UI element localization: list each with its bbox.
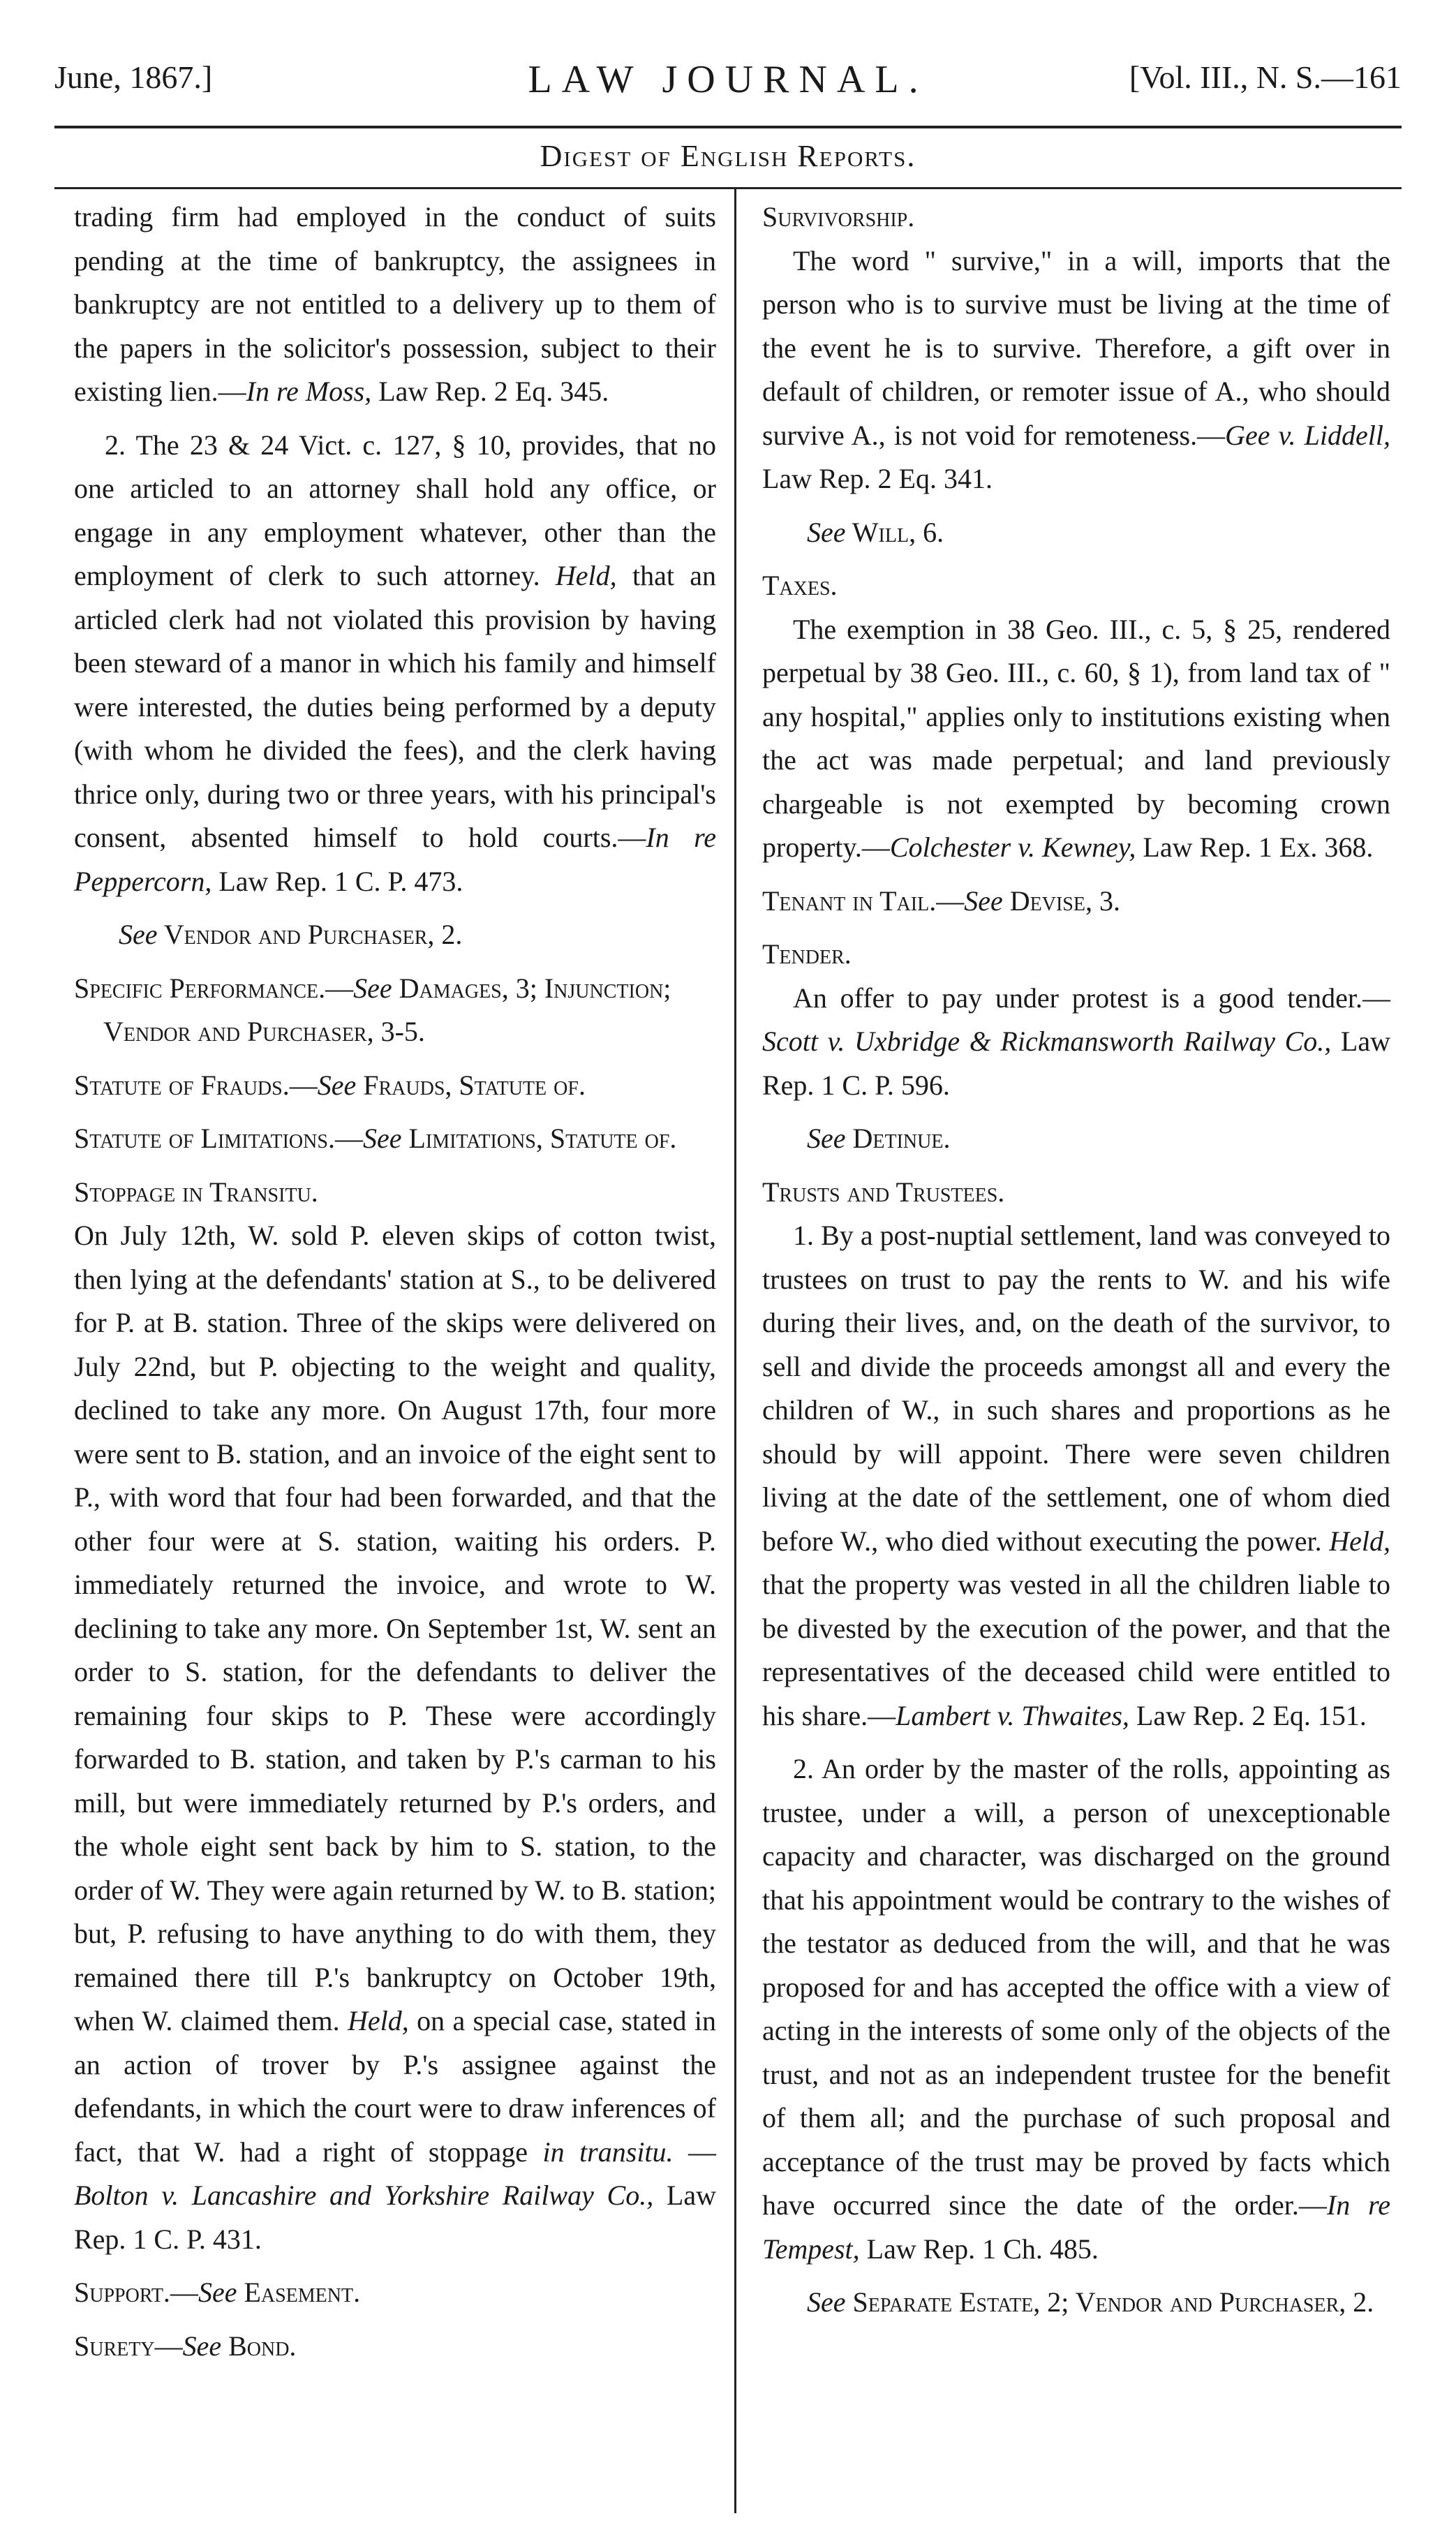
case-name: In re Tempest, <box>762 2189 1390 2265</box>
entry-trusts-1 <box>762 1214 1390 1738</box>
case-name: Scott v. Uxbridge & Rickmansworth Railway Co., <box>762 1026 1332 1057</box>
citation: Law Rep. 1 Ch. 485. <box>859 2233 1099 2265</box>
heading-specific-performance <box>74 967 716 1054</box>
citation: Law Rep. 1 C. P. 596. <box>762 1026 1391 1101</box>
cross-reference <box>74 913 716 957</box>
entry-text: on a special case, stated in an action of trover by P.'s assignee against the defendants, in which the court were to draw inferences of fact, that W. had a right of stoppage <box>74 2005 716 2168</box>
entry-tender <box>762 977 1390 1108</box>
reference-text: Easement. <box>237 2277 361 2308</box>
entry-text: 2. An order by the master of the rolls, appointing as trustee, under a will, a person of unexceptionable capacity and character, was discharged on the ground that his appointment would be contrary to the wishes of the testator as deduced from the will, and that he was proposed for and has accepted the office with a view of acting in the interests of some only of the objects of the trust, and not as an independent trustee for the benefit of them all; and the purchase of such proposal and acceptance of the trust may be proved by facts which have occurred since the date of the order.— <box>762 1753 1390 2221</box>
running-header <box>54 59 1402 114</box>
entry-text: On July 12th, W. sold P. eleven skips of cotton twist, then lying at the defendants' station at S., to be delivered for P. at B. station. Three of the skips were delivered on July 22nd, but P. objecting to the weight and quality, declined to take any more. On August 17th, four more were sent to B. station, and an invoice of the eight sent to P., with word that four had been forwarded, and that the other four were at S. station, waiting his orders. P. immediately returned the invoice, and wrote to W. declining to take any more. On September 1st, W. sent an order to S. station, for the defendants to deliver the remaining four skips to P. These were accordingly forwarded to B. station, and taken by P.'s carman to his mill, but were immediately returned by P.'s orders, and the whole eight sent back by him to S. station, to the order of W. They were again returned by W. to B. station; but, P. refusing to have anything to do with them, they remained there till P.'s bankruptcy on October 19th, when W. claimed them. <box>74 1220 716 2036</box>
see-label: See <box>807 1123 846 1154</box>
see-label: See <box>362 1123 402 1154</box>
see-label: See <box>807 516 846 548</box>
heading-tender: Tender. <box>762 938 852 970</box>
entry-taxes <box>762 608 1390 870</box>
header-volume-page: [Vol. III., N. S.—161 <box>1129 59 1402 95</box>
latin-term: in transitu. <box>542 2136 674 2168</box>
heading-statute-of-limitations <box>74 1117 716 1161</box>
reference-text: Limitations, Statute of. <box>401 1123 677 1154</box>
heading-trusts-and-trustees: Trusts and Trustees. <box>762 1176 1005 1208</box>
reference-text: Detinue. <box>845 1123 951 1154</box>
entry-text: trading firm had employed in the conduct of suits pending at the time of bankruptcy, the assignees in bankruptcy are not entitled to a delivery up to them of the papers in the solicitor's possession, subject to their existing lien.— <box>74 201 716 407</box>
heading-surety <box>74 2325 716 2369</box>
case-name: In re Peppercorn, <box>74 822 717 897</box>
reference-text: Damages, 3; Injunction; Vendor and Purchaser, 3-5. <box>103 972 671 1047</box>
citation: Law Rep. 2 Eq. 345. <box>371 376 609 407</box>
reference-text: Will, 6. <box>845 516 944 548</box>
heading-tenant-in-tail <box>762 880 1390 924</box>
citation: Law Rep. 2 Eq. 341. <box>762 463 993 494</box>
see-label: See <box>807 2286 846 2318</box>
entry-stoppage <box>74 1214 716 2261</box>
cross-reference <box>762 511 1390 555</box>
citation: Law Rep. 1 C. P. 473. <box>211 865 463 897</box>
citation: Law Rep. 1 Ex. 368. <box>1136 831 1374 863</box>
entry-text: that an articled clerk had not violated this provision by having been steward of a manor in which his family and himself were interested, the duties being performed by a deputy (with whom he divided the fees), and the clerk having thrice only, during two or three years, with his principal's consent, absented himself to hold courts.— <box>74 560 716 853</box>
header-date: June, 1867.] <box>54 59 213 95</box>
case-name: In re Moss, <box>246 376 372 407</box>
header-rule <box>54 126 1402 128</box>
entry-survivorship <box>762 239 1390 501</box>
right-column <box>762 195 1390 2325</box>
heading-text: Statute of Limitations.— <box>74 1123 363 1154</box>
case-name: Lambert v. Thwaites, <box>896 1699 1129 1731</box>
held-label: Held, <box>348 2005 409 2036</box>
see-label: See <box>353 972 392 1004</box>
heading-text: Support.— <box>74 2277 198 2308</box>
dash: — <box>673 2136 717 2168</box>
section-rule <box>54 187 1402 189</box>
entry-text: that the property was vested in all the children liable to be divested by the execution of the power, and that the representatives of the deceased child were entitled to his share.— <box>762 1569 1390 1731</box>
case-name: Bolton v. Lancashire and Yorkshire Railway Co., <box>74 2180 654 2211</box>
heading-text: Tenant in Tail.— <box>762 885 965 917</box>
entry-trusts-2 <box>762 1747 1390 2271</box>
entry-text: 1. By a post-nuptial settlement, land was conveyed to trustees on trust to pay the rents to W. and his wife during their lives, and, on the death of the survivor, to sell and divide the proceeds amongst all and every the children of W., in such shares and proportions as he should by will appoint. There were seven children living at the date of the settlement, one of whom died before W., who died without executing the power. <box>762 1220 1390 1557</box>
held-label: Held, <box>1329 1525 1390 1557</box>
case-name: Gee v. Liddell, <box>1225 419 1390 451</box>
citation: Law Rep. 1 C. P. 431. <box>74 2180 716 2255</box>
journal-title: LAW JOURNAL. <box>528 58 928 101</box>
heading-support <box>74 2271 716 2315</box>
heading-stoppage-in-transitu: Stoppage in Transitu. <box>74 1176 318 1208</box>
heading-text: Surety— <box>74 2330 183 2362</box>
heading-text: Statute of Frauds.— <box>74 1069 318 1101</box>
see-label: See <box>198 2277 237 2308</box>
cross-reference <box>762 1117 1390 1161</box>
entry-articled-clerk <box>74 424 716 904</box>
see-label: See <box>119 919 158 950</box>
see-label: See <box>964 885 1003 917</box>
reference-text: Separate Estate, 2; Vendor and Purchaser, 2. <box>845 2286 1374 2318</box>
heading-text: Specific Performance.— <box>74 972 354 1004</box>
entry-text: An offer to pay under protest is a good tender.— <box>793 982 1390 1014</box>
heading-statute-of-frauds <box>74 1064 716 1108</box>
held-label: Held, <box>555 560 617 591</box>
reference-text: Frauds, Statute of. <box>356 1069 586 1101</box>
section-title: Digest of English Reports. <box>540 139 916 173</box>
citation: Law Rep. 2 Eq. 151. <box>1129 1699 1367 1731</box>
entry-text: The exemption in 38 Geo. III., c. 5, § 25, rendered perpetual by 38 Geo. III., c. 60, § 1), from land tax of " any hospital," applies only to institutions existing when the act was made perpetual; and land previously chargeable is not exempted by becoming crown property.— <box>762 613 1390 863</box>
left-column <box>74 195 716 2368</box>
entry-solicitor-lien <box>74 195 716 414</box>
heading-taxes: Taxes. <box>762 570 838 601</box>
entry-text: 2. The 23 & 24 Vict. c. 127, § 10, provides, that no one articled to an attorney shall hold any office, or engage in any employment whatever, other than the employment of clerk to such attorney. <box>74 429 716 591</box>
reference-text: Devise, 3. <box>1002 885 1120 917</box>
reference-text: Bond. <box>221 2330 297 2362</box>
case-name: Colchester v. Kewney, <box>889 831 1136 863</box>
entry-text: The word " survive," in a will, imports that the person who is to survive must be living at the time of the event he is to survive. Therefore, a gift over in default of children, or remoter issue of A., who should survive A., is not void for remoteness.— <box>762 244 1390 451</box>
column-divider <box>734 188 736 2513</box>
see-label: See <box>317 1069 357 1101</box>
heading-survivorship: Survivorship. <box>762 201 915 232</box>
reference-text: Vendor and Purchaser, 2. <box>157 919 463 950</box>
see-label: See <box>182 2330 222 2362</box>
cross-reference <box>762 2281 1390 2325</box>
